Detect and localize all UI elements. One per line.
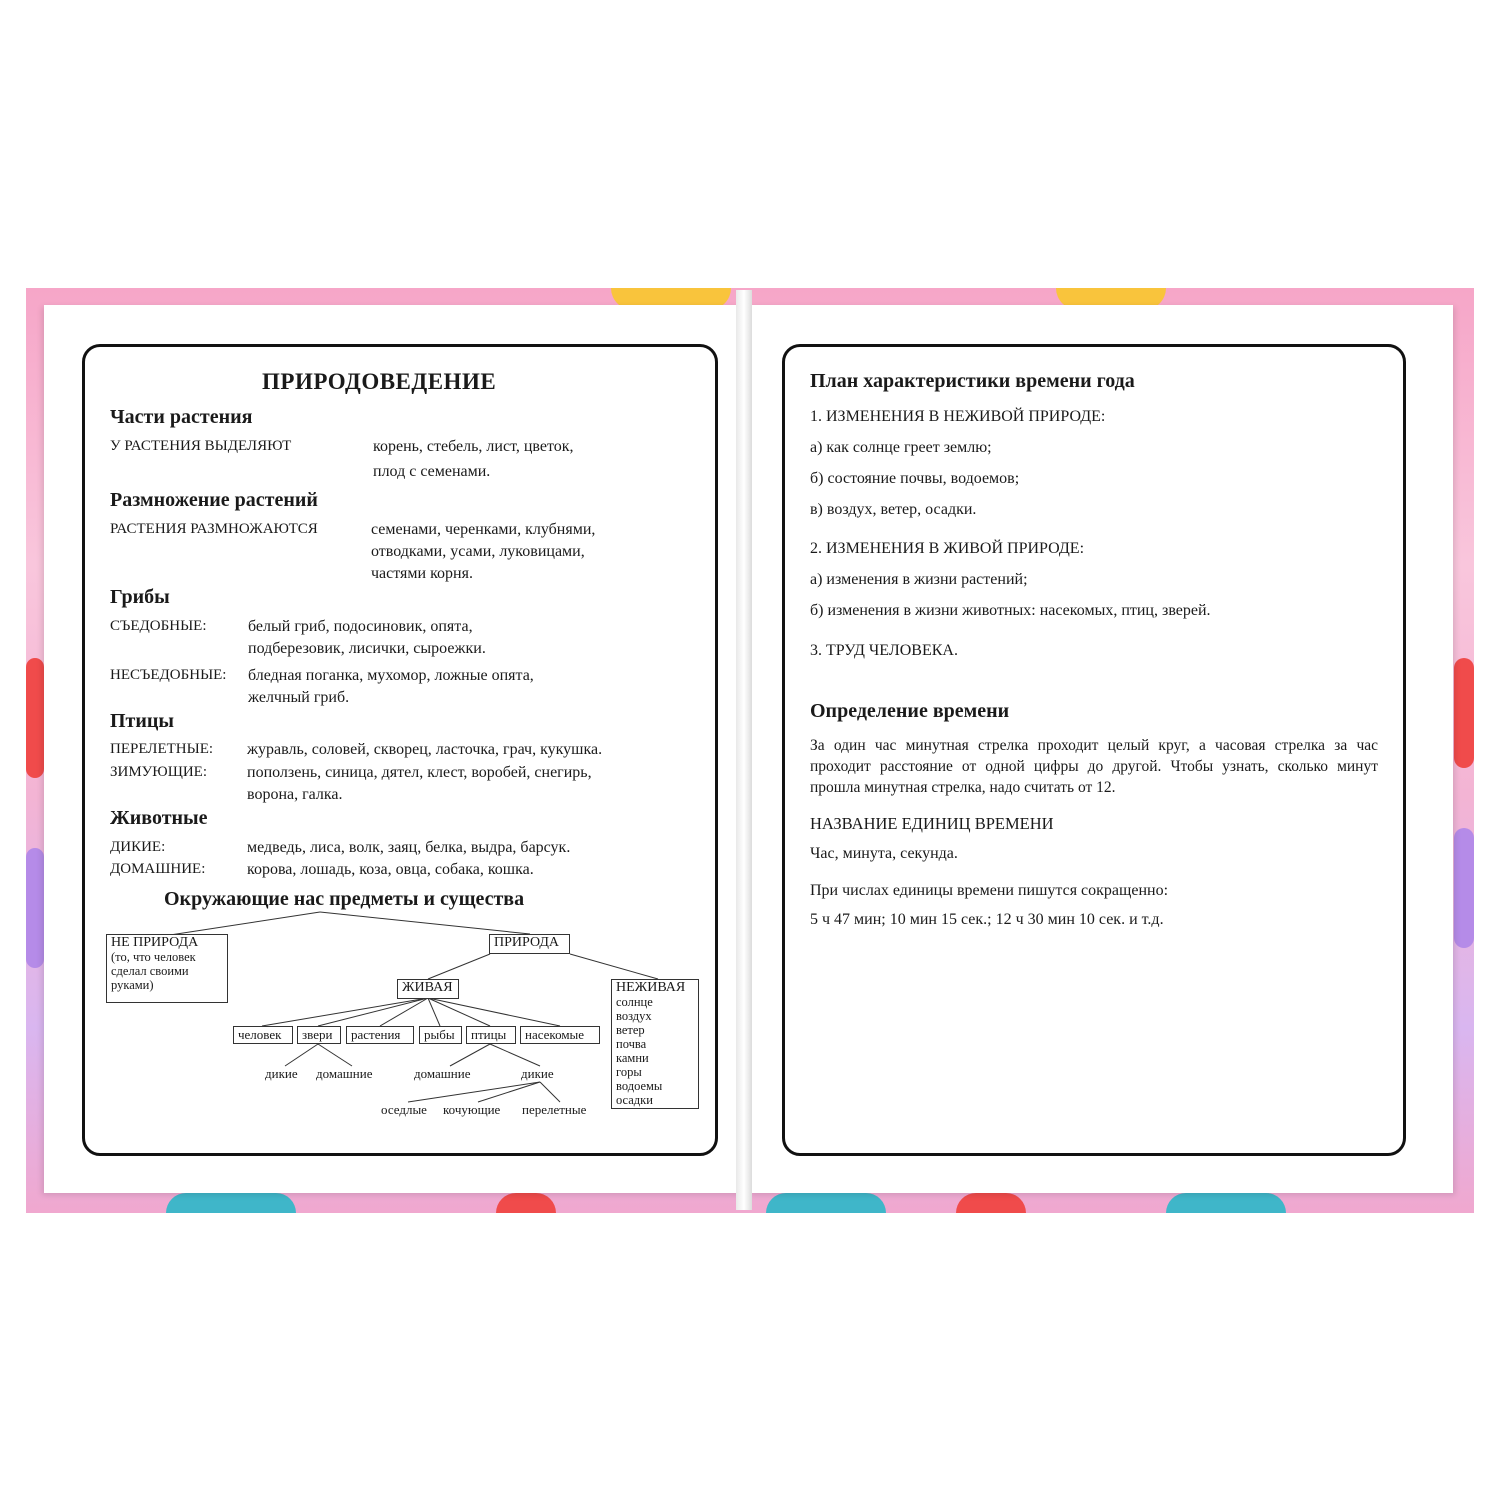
section-heading-reproduction: Размножение растений <box>110 489 318 511</box>
living-item-box: звери <box>297 1026 341 1044</box>
plan-subitem: б) состояние почвы, водоемов; <box>810 470 1020 487</box>
nonliving-box <box>611 979 699 1109</box>
time-heading: Определение времени <box>810 700 1010 722</box>
abbreviation-line: При числах единицы времени пишутся сокращенно: <box>810 882 1169 899</box>
animals-domestic-label: ДОМАШНИЕ: <box>110 861 206 877</box>
animals-wild-label: ДИКИЕ: <box>110 839 166 855</box>
animals-wild-line: медведь, лиса, волк, заяц, белка, выдра, барсук. <box>247 839 571 856</box>
living-box: ЖИВАЯ <box>397 979 459 999</box>
plant-parts-line: плод с семенами. <box>373 463 491 480</box>
mushrooms-inedible-line: бледная поганка, мухомор, ложные опята, <box>248 667 534 684</box>
living-item-box: человек <box>233 1026 293 1044</box>
birds-migratory-label: ПЕРЕЛЕТНЫЕ: <box>110 741 214 757</box>
nonliving-item: воздух <box>616 1009 652 1023</box>
not-nature-note: (то, что человек <box>111 950 196 964</box>
nonliving-item: осадки <box>616 1093 653 1107</box>
mushrooms-edible-label: СЪЕДОБНЫЕ: <box>110 618 207 634</box>
time-paragraph: За один час минутная стрелка проходит целый круг, а часовая стрелка за час проходит расстояние от одной цифры до другой. Чтобы узнать, сколько минут прошла минутная стрелка, надо считать от 12. <box>810 737 1378 796</box>
beasts-sub-label: дикие <box>265 1066 298 1081</box>
birds-migratory-line: журавль, соловей, скворец, ласточка, грач, кукушка. <box>247 741 603 758</box>
nonliving-item: солнце <box>616 995 653 1009</box>
nonliving-item: ветер <box>616 1023 645 1037</box>
nonliving-item: водоемы <box>616 1079 663 1093</box>
wild-birds-sub-label: оседлые <box>381 1102 427 1117</box>
birds-wintering-label: ЗИМУЮЩИЕ: <box>110 764 208 780</box>
nonliving-item: камни <box>616 1051 649 1065</box>
wild-birds-sub-label: кочующие <box>443 1102 501 1117</box>
not-nature-box <box>106 934 228 1003</box>
plan-item: 3. ТРУД ЧЕЛОВЕКА. <box>810 642 958 659</box>
living-item-box: насекомые <box>520 1026 600 1044</box>
mushrooms-edible-line: белый гриб, подосиновик, опята, <box>248 618 473 635</box>
living-item-box: птицы <box>466 1026 516 1044</box>
nonliving-item: почва <box>616 1037 647 1051</box>
units-line: Час, минута, секунда. <box>810 845 958 862</box>
reproduction-label: РАСТЕНИЯ РАЗМНОЖАЮТСЯ <box>110 521 318 537</box>
mushrooms-edible-line: подберезовик, лисички, сыроежки. <box>248 640 486 657</box>
section-heading-mushrooms: Грибы <box>110 586 170 608</box>
plan-item: 1. ИЗМЕНЕНИЯ В НЕЖИВОЙ ПРИРОДЕ: <box>810 408 1106 425</box>
birds-wintering-line: ворона, галка. <box>247 786 343 803</box>
section-heading-birds: Птицы <box>110 710 175 732</box>
nonliving-item: горы <box>616 1065 642 1079</box>
birds-wintering-line: поползень, синица, дятел, клест, воробей, снегирь, <box>247 764 592 781</box>
beasts-sub-label: домашние <box>316 1066 373 1081</box>
living-item-box: рыбы <box>419 1026 462 1044</box>
reproduction-line: частями корня. <box>371 565 473 582</box>
not-nature-label: НЕ ПРИРОДА <box>111 935 199 950</box>
plan-item: 2. ИЗМЕНЕНИЯ В ЖИВОЙ ПРИРОДЕ: <box>810 540 1085 557</box>
living-item-box: растения <box>346 1026 414 1044</box>
nonliving-label: НЕЖИВАЯ <box>616 980 686 995</box>
plan-subitem: б) изменения в жизни животных: насекомых, птиц, зверей. <box>810 602 1211 619</box>
mushrooms-inedible-line: желчный гриб. <box>248 689 350 706</box>
not-nature-note: руками) <box>111 978 154 992</box>
plant-parts-line: корень, стебель, лист, цветок, <box>373 438 574 455</box>
section-heading-plant-parts: Части растения <box>110 406 253 428</box>
nature-box: ПРИРОДА <box>489 934 570 954</box>
season-plan-heading: План характеристики времени года <box>810 370 1135 392</box>
plant-parts-label: У РАСТЕНИЯ ВЫДЕЛЯЮТ <box>110 438 292 454</box>
plan-subitem: а) как солнце греет землю; <box>810 439 992 456</box>
birds-sub-label: дикие <box>521 1066 554 1081</box>
plan-subitem: в) воздух, ветер, осадки. <box>810 501 977 518</box>
plan-subitem: а) изменения в жизни растений; <box>810 571 1028 588</box>
units-heading: НАЗВАНИЕ ЕДИНИЦ ВРЕМЕНИ <box>810 814 1054 833</box>
birds-sub-label: домашние <box>414 1066 471 1081</box>
section-heading-animals: Животные <box>110 807 208 829</box>
diagram-heading: Окружающие нас предметы и существа <box>164 888 525 910</box>
page-title: ПРИРОДОВЕДЕНИЕ <box>262 369 497 394</box>
reproduction-line: семенами, черенками, клубнями, <box>371 521 596 538</box>
animals-domestic-line: корова, лошадь, коза, овца, собака, кошка. <box>247 861 534 878</box>
example-line: 5 ч 47 мин; 10 мин 15 сек.; 12 ч 30 мин 10 сек. и т.д. <box>810 911 1164 928</box>
mushrooms-inedible-label: НЕСЪЕДОБНЫЕ: <box>110 667 227 683</box>
not-nature-note: сделал своими <box>111 964 189 978</box>
reproduction-line: отводками, усами, луковицами, <box>371 543 585 560</box>
wild-birds-sub-label: перелетные <box>522 1102 587 1117</box>
